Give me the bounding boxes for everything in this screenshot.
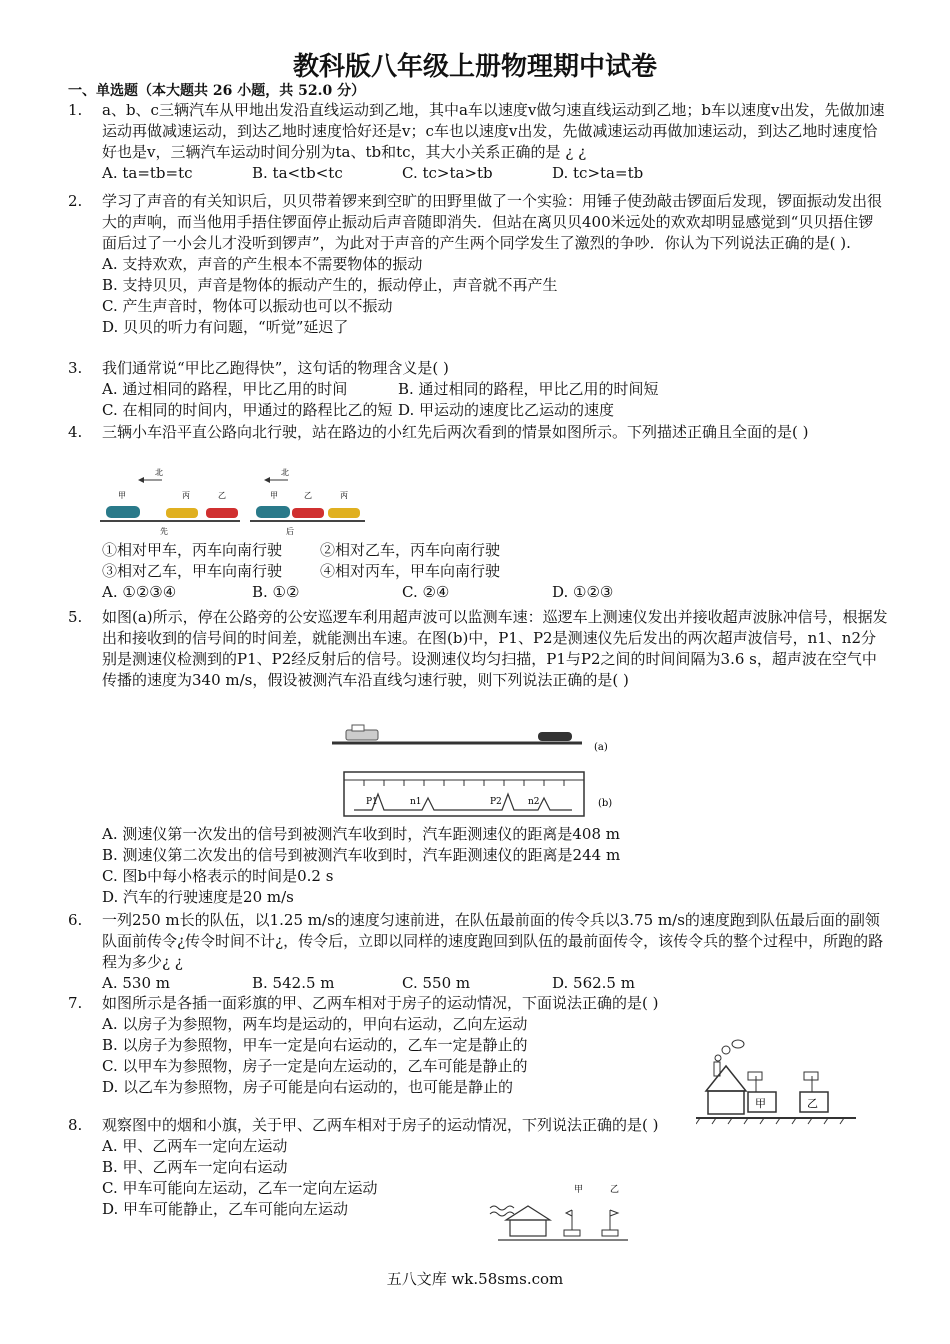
car-label: 乙 [304,491,312,500]
option-d[interactable]: D. 甲运动的速度比乙运动的速度 [398,401,615,419]
question-number: 5. [68,608,83,626]
question-number: 7. [68,994,83,1012]
option-b[interactable]: B. ta<tb<tc [252,164,343,182]
option-b[interactable]: B. ①② [252,583,300,601]
page-title: 教科版八年级上册物理期中试卷 [292,52,657,82]
figure-label-b: (b) [598,798,613,809]
statement-2: ②相对乙车，丙车向南行驶 [320,541,501,559]
option-b[interactable]: B. 以房子为参照物，甲车一定是向右运动的，乙车一定是静止的 [102,1036,528,1054]
option-d[interactable]: D. tc>ta=tb [552,164,644,182]
question-5-options [68,824,888,908]
question-text: 如图所示是各插一面彩旗的甲、乙两车相对于房子的运动情况，下面说法正确的是( ) [102,994,659,1012]
question-text: 如图(a)所示，停在公路旁的公安巡逻车利用超声波可以监测车速：巡逻车上测速仪发出并接收超声波脉冲信号，根据发出和接收到的信号间的时间差，就能测出车速。在图(b)中，P1、P2是测速仪先后发出的两次超声波信号，n1、n2分别是测速仪检测到的P1、P2经反射后的信号。设测速仪均匀扫描，P1与P2之间的时间间隔为3.6 s，超声波在空气中传播的速度为340 m/s，假设被测汽车沿直线匀速行驶，则下列说法正确的是( ) [102,608,888,689]
option-a[interactable]: A. 以房子为参照物，两车均是运动的，甲向右运动，乙向左运动 [102,1015,528,1033]
question-number: 8. [68,1116,83,1134]
option-d[interactable]: D. 甲车可能静止，乙车可能向左运动 [102,1200,349,1218]
statement-4: ④相对丙车，甲车向南行驶 [320,562,501,580]
question-text: 观察图中的烟和小旗，关于甲、乙两车相对于房子的运动情况，下列说法正确的是( ) [102,1116,659,1134]
p1-label: P1 [366,797,378,807]
question-text: a、b、c三辆汽车从甲地出发沿直线运动到乙地，其中a车以速度v做匀速直线运动到乙地；b车以速度v出发，先做加速运动再做减速运动，到达乙地时速度恰好还是v；c车也以速度v出发，先做减速运动再做加速运动，到达乙地时速度恰好也是v，三辆汽车运动时间分别为ta、tb和tc，其大小关系正确的是 ¿ ¿ [102,101,885,161]
car-label: 甲 [270,491,278,500]
north-label: 北 [155,468,163,477]
question-5 [68,607,888,691]
car-icon [206,508,238,518]
figure-label-a: (a) [594,742,608,753]
option-b[interactable]: B. 542.5 m [252,974,335,992]
option-a[interactable]: A. 甲、乙两车一定向左运动 [102,1137,288,1155]
option-c[interactable]: C. 图b中每小格表示的时间是0.2 s [102,867,334,885]
option-a[interactable]: A. ta=tb=tc [102,164,193,182]
ultrasonic-figure [332,722,622,822]
flag-icon [748,1072,762,1080]
option-b[interactable]: B. 甲、乙两车一定向右运动 [102,1158,288,1176]
car-label: 甲 [755,1097,766,1110]
option-c[interactable]: C. 550 m [402,974,471,992]
option-a[interactable]: A. 支持欢欢，声音的产生根本不需要物体的振动 [102,255,423,273]
house-icon [706,1066,746,1091]
car-label: 丙 [340,491,348,500]
question-text: 学习了声音的有关知识后，贝贝带着锣来到空旷的田野里做了一个实验：用锤子使劲敲击锣面后发现，锣面振动发出很大的声响，而当他用手捂住锣面停止振动后声音随即消失．但站在离贝贝400米远处的欢欢却明显感觉到“贝贝捂住锣面后过了一小会儿才没听到锣声”，为此对于声音的产生两个同学发生了激烈的争吵．你认为下列说法正确的是( ). [102,192,883,252]
n1-label: n1 [410,797,422,807]
option-a[interactable]: A. ①②③④ [102,583,177,601]
question-3 [68,358,888,421]
flag-icon [804,1072,818,1080]
option-a[interactable]: A. 测速仪第一次发出的信号到被测汽车收到时，汽车距测速仪的距离是408 m [102,825,620,843]
car-icon [166,508,198,518]
car-icon [292,508,324,518]
before-label: 先 [160,527,168,536]
car-icon [328,508,360,518]
question-1 [68,100,888,184]
option-c[interactable]: C. ②④ [402,583,450,601]
question-text: 一列250 m长的队伍，以1.25 m/s的速度匀速前进，在队伍最前面的传令兵以3.75 m/s的速度跑到队伍最后面的副领队面前传令¿传令时间不计¿，传令后，立即以同样的速度跑回到队伍的最前面传令，该传令兵的整个过程中，所跑的路程为多少¿ ¿ [102,911,884,971]
question-2 [68,191,888,338]
question-6 [68,910,888,994]
car-label: 乙 [218,491,226,500]
section-heading: 一、单选题（本大题共 26 小题，共 52.0 分） [68,83,366,99]
car-label: 丙 [182,491,190,500]
car-label: 乙 [610,1185,620,1195]
question-number: 4. [68,423,83,441]
question-text: 我们通常说“甲比乙跑得快”，这句话的物理含义是( ) [102,359,449,377]
p2-label: P2 [490,797,502,807]
car-label: 乙 [807,1097,818,1110]
option-c[interactable]: C. 以甲车为参照物，房子一定是向左运动的，乙车可能是静止的 [102,1057,528,1075]
statement-3: ③相对乙车，甲车向南行驶 [102,562,283,580]
n2-label: n2 [528,797,540,807]
option-b[interactable]: B. 支持贝贝，声音是物体的振动产生的，振动停止，声音就不再产生 [102,276,558,294]
option-b[interactable]: B. 测速仪第二次发出的信号到被测汽车收到时，汽车距测速仪的距离是244 m [102,846,621,864]
footer-watermark: 五八文库 wk.58sms.com [386,1270,564,1288]
car-icon [538,732,572,741]
cars-figure [100,466,365,538]
house-cars-figure [696,1036,856,1126]
question-number: 3. [68,359,83,377]
option-d[interactable]: D. ①②③ [552,583,614,601]
option-c[interactable]: C. tc>ta>tb [402,164,493,182]
option-c[interactable]: C. 甲车可能向左运动，乙车一定向左运动 [102,1179,378,1197]
option-d[interactable]: D. 汽车的行驶速度是20 m/s [102,888,294,906]
option-b[interactable]: B. 通过相同的路程，甲比乙用的时间短 [398,380,659,398]
option-a[interactable]: A. 530 m [102,974,170,992]
option-d[interactable]: D. 以乙车为参照物，房子可能是向右运动的，也可能是静止的 [102,1078,514,1096]
flag-icon [566,1210,572,1216]
after-label: 后 [286,527,294,536]
question-number: 2. [68,192,83,210]
option-c[interactable]: C. 产生声音时，物体可以振动也可以不振动 [102,297,393,315]
north-label: 北 [281,468,289,477]
car-label: 甲 [118,491,126,500]
option-a[interactable]: A. 通过相同的路程，甲比乙用的时间 [102,380,348,398]
option-c[interactable]: C. 在相同的时间内，甲通过的路程比乙的短 [102,401,393,419]
smoke-flags-figure [488,1180,638,1244]
car-label: 甲 [574,1185,584,1195]
question-number: 6. [68,911,83,929]
question-4 [68,422,888,443]
option-d[interactable]: D. 562.5 m [552,974,635,992]
car-icon [106,506,140,518]
question-4-options [68,540,888,603]
option-row [102,163,888,184]
question-text: 三辆小车沿平直公路向北行驶，站在路边的小红先后两次看到的情景如图所示。下列描述正确且全面的是( ) [102,423,809,441]
statement-1: ①相对甲车，丙车向南行驶 [102,541,283,559]
option-d[interactable]: D. 贝贝的听力有问题，“听觉”延迟了 [102,318,349,336]
car-icon [256,506,290,518]
flag-icon [610,1210,618,1216]
question-number: 1. [68,101,83,119]
